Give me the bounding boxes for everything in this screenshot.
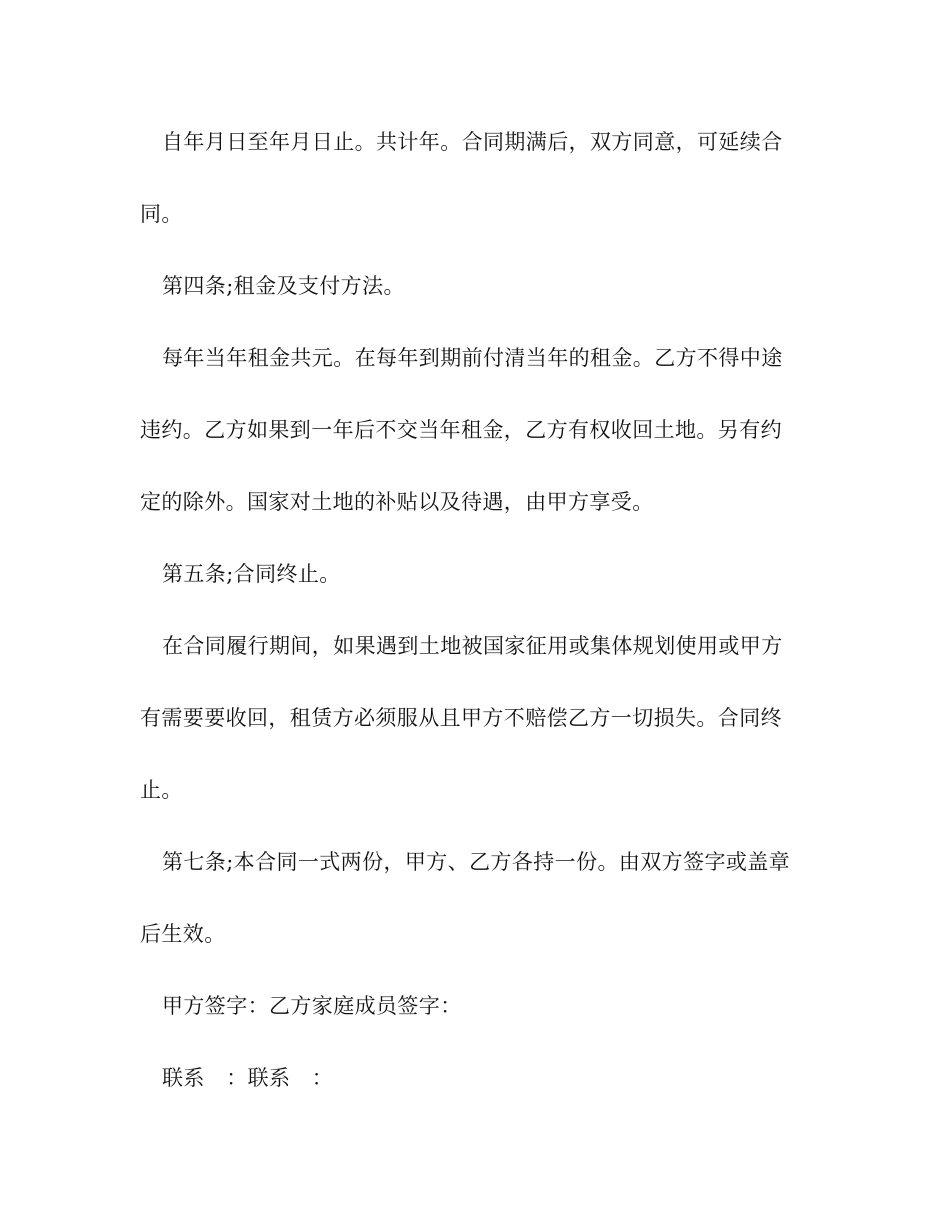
signature-line: 甲方签字：乙方家庭成员签字： — [162, 994, 462, 1018]
term-period-text: 自年月日至年月日止。共计年。合同期满后，双方同意，可延续合 — [162, 130, 783, 154]
article-7-text: 第七条;本合同一式两份，甲方、乙方各持一份。由双方签字或盖章 — [162, 850, 791, 874]
term-period-text-cont: 同。 — [140, 202, 183, 226]
rent-payment-text: 每年当年租金共元。在每年到期前付清当年的租金。乙方不得中途 — [162, 346, 783, 370]
termination-text-cont-2: 止。 — [140, 778, 183, 802]
termination-text: 在合同履行期间，如果遇到土地被国家征用或集体规划使用或甲方 — [162, 634, 783, 658]
rent-payment-text-cont-1: 违约。乙方如果到一年后不交当年租金，乙方有权收回土地。另有约 — [140, 418, 782, 442]
termination-text-cont-1: 有需要要收回，租赁方必须服从且甲方不赔偿乙方一切损失。合同终 — [140, 706, 782, 730]
contact-line: 联系 ：联系 ： — [162, 1066, 334, 1090]
article-5-heading: 第五条;合同终止。 — [162, 562, 341, 586]
article-7-text-cont: 后生效。 — [140, 922, 226, 946]
rent-payment-text-cont-2: 定的除外。国家对土地的补贴以及待遇，由甲方享受。 — [140, 490, 654, 514]
article-4-heading: 第四条;租金及支付方法。 — [162, 274, 405, 298]
